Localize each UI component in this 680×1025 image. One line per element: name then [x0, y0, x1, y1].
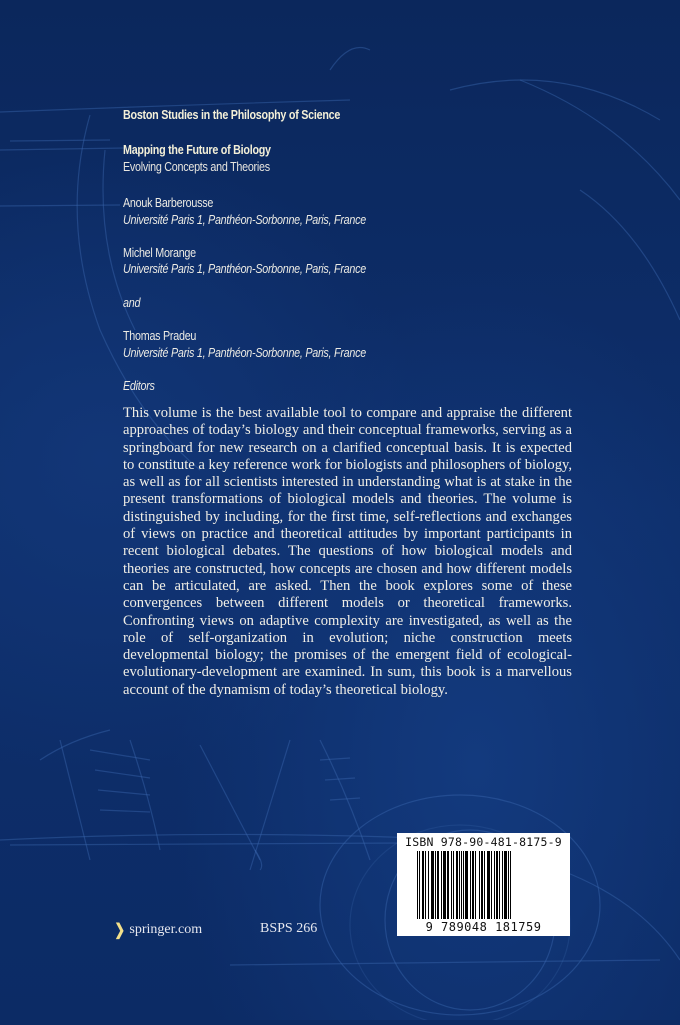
editors-label: Editors — [123, 379, 155, 393]
editor-affiliation: Université Paris 1, Panthéon-Sorbonne, Paris, France — [123, 262, 366, 276]
editor-name: Anouk Barberousse — [123, 196, 214, 210]
series-number: BSPS 266 — [260, 921, 318, 936]
barcode-digits: 9 789048 181759 — [425, 920, 542, 934]
isbn-barcode — [397, 833, 570, 936]
editor-affiliation: Université Paris 1, Panthéon-Sorbonne, Paris, France — [123, 213, 366, 227]
chevron-right-icon: ❯ — [114, 922, 126, 939]
series-title: Boston Studies in the Philosophy of Science — [123, 108, 341, 122]
editors-conjunction: and — [123, 296, 141, 310]
isbn-label: ISBN 978-90-481-8175-9 — [405, 835, 562, 849]
springer-link-text: springer.com — [129, 922, 203, 937]
book-description: This volume is the best available tool to compare and appraise the different approaches of today’s biology and their conceptual frameworks, serving as a springboard for new research on a clarified conceptual basis. It is expected to constitute a key reference work for biologists and philosophers of biology, as well as for all scientists interested in understanding what is at stake in the present transformations of biological models and theories. The volume is distinguished by including, for the first time, self-reflections and exchanges of views on practice and theoretical attitudes by important participants in recent biological debates. The questions of how biological models and theories are constructed, how concepts are chosen and how different models can be articulated, are asked. Then the book explores some of these convergences between different models or theoretical frameworks. Confronting views on adaptive complexity are investigated, as well as the role of self-organization in evolution; niche construction meets developmental biology; the promises of the emergent field of ecological-evolutionary-development are examined. In sum, this book is a marvellous account of the dynamism of today’s theoretical biology. — [123, 405, 572, 698]
springer-link[interactable] — [113, 920, 202, 940]
book-subtitle: Evolving Concepts and Theories — [123, 160, 270, 174]
barcode-bars — [417, 851, 519, 919]
book-title: Mapping the Future of Biology — [123, 143, 271, 157]
editor-name: Michel Morange — [123, 246, 196, 260]
editor-name: Thomas Pradeu — [123, 329, 197, 343]
editor-affiliation: Université Paris 1, Panthéon-Sorbonne, Paris, France — [123, 346, 366, 360]
